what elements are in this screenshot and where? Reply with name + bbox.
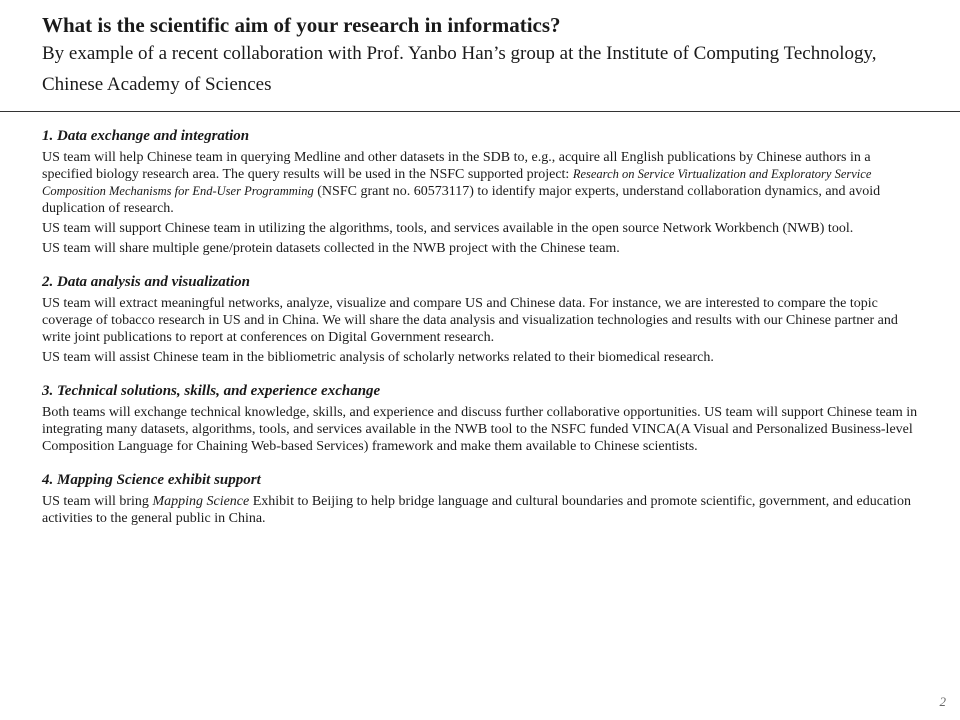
project-title: Research on Service Virtualization and Exploratory Service Composition Mechanisms for End-User Programming bbox=[42, 167, 872, 198]
paragraph: US team will support Chinese team in utilizing the algorithms, tools, and services available in the open source Network Workbench (NWB) tool. bbox=[42, 221, 854, 236]
page-title: What is the scientific aim of your research in informatics? bbox=[42, 13, 561, 37]
paragraph: Both teams will exchange technical knowledge, skills, and experience and discuss further collaborative opportunities. US team will support Chinese team in integrating many datasets, algorithms, tools, and services available in the NWB tool to the NSFC funded VINCA(A Visual and Personalized Business-level Composition Language for Chaining Web-based Services) framework and make them available to Chinese scientists. bbox=[42, 405, 918, 454]
paragraph-text: US team will help Chinese team in querying Medline and other datasets in the SDB to, e.g., acquire all English publications by Chinese authors in a specified biology research area. The query results will be used in the NSFC supported project: bbox=[42, 150, 871, 182]
section-title: 2. Data analysis and visualization bbox=[42, 274, 250, 290]
paragraph bbox=[42, 493, 922, 527]
section-data-analysis bbox=[42, 273, 922, 366]
section-title: 1. Data exchange and integration bbox=[42, 128, 250, 144]
page-number: 2 bbox=[939, 694, 946, 709]
exhibit-title: Mapping Science bbox=[152, 494, 250, 509]
section-title: 3. Technical solutions, skills, and experience exchange bbox=[42, 383, 381, 399]
header-divider bbox=[0, 111, 960, 112]
paragraph-text: Exhibit to Beijing to help bridge language and cultural boundaries and promote scientific, government, and education activities to the general public in China. bbox=[42, 494, 911, 526]
paragraph bbox=[42, 149, 922, 217]
paragraph: US team will extract meaningful networks, analyze, visualize and compare US and Chinese data. For instance, we are interested to compare the topic coverage of tobacco research in US and in China. We will share the data analysis and visualization technologies and results with our Chinese partner and write joint publications to report at conferences on Digital Government research. bbox=[42, 296, 898, 345]
paragraph: US team will assist Chinese team in the bibliometric analysis of scholarly networks related to their biomedical research. bbox=[42, 350, 714, 365]
slide-body bbox=[42, 127, 922, 543]
section-data-exchange bbox=[42, 127, 922, 257]
paragraph-text: US team will bring bbox=[42, 494, 153, 509]
paragraph-text: (NSFC grant no. 60573117) to identify major experts, understand collaboration dynamics, and avoid duplication of research. bbox=[42, 184, 881, 216]
section-mapping-science bbox=[42, 471, 922, 527]
page-subtitle: By example of a recent collaboration with Prof. Yanbo Han’s group at the Institute of Computing Technology, Chinese Academy of Sciences bbox=[42, 43, 877, 95]
section-technical-exchange bbox=[42, 382, 922, 455]
slide-header bbox=[42, 8, 942, 100]
section-title: 4. Mapping Science exhibit support bbox=[42, 472, 261, 488]
paragraph: US team will share multiple gene/protein datasets collected in the NWB project with the Chinese team. bbox=[42, 241, 620, 256]
